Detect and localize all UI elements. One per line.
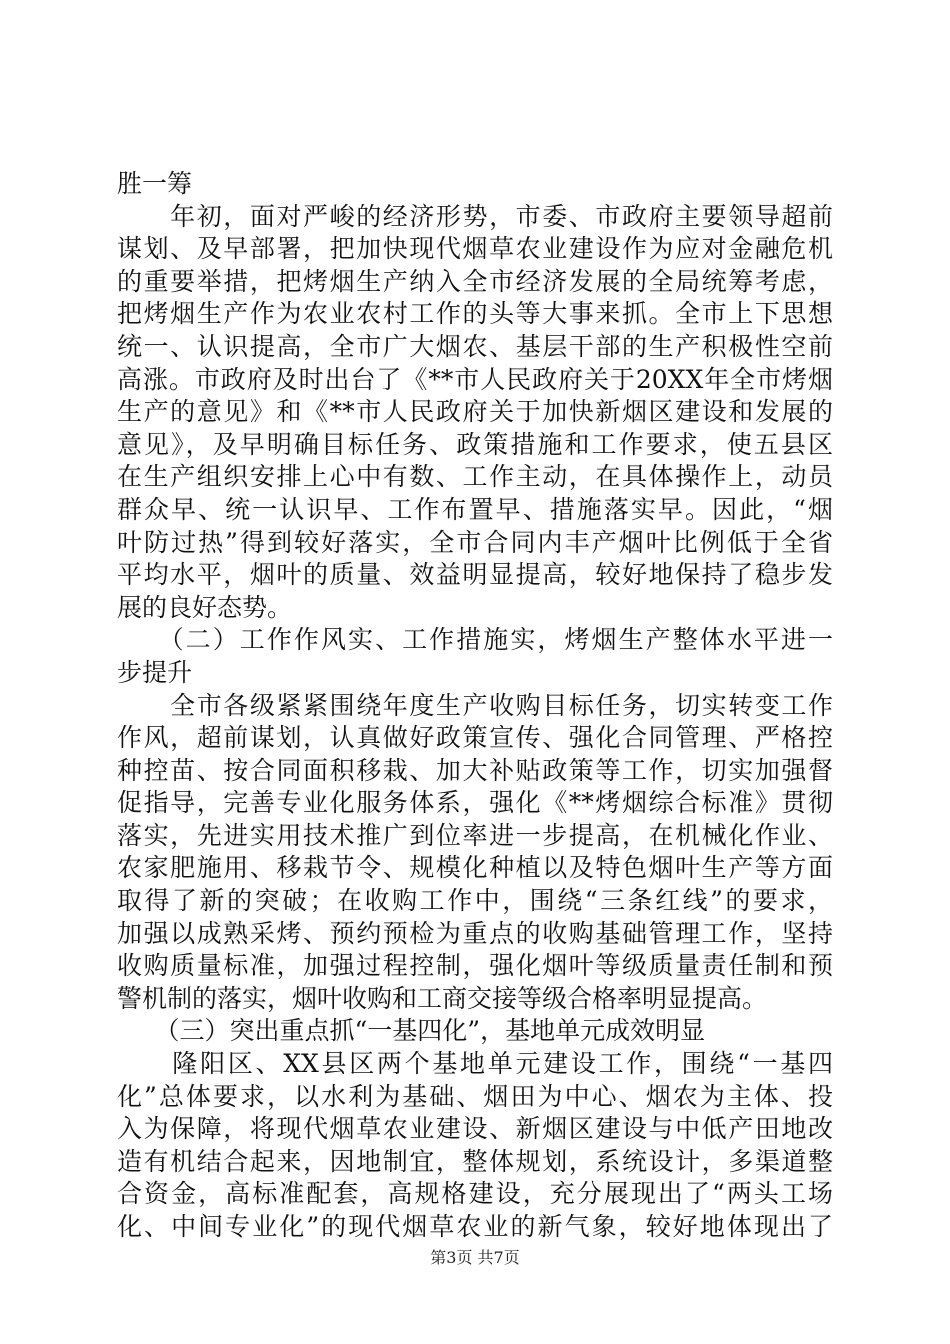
text-line: 隆阳区、XX县区两个基地单元建设工作，围绕“一基四 (117, 1049, 833, 1079)
section-heading: （三）突出重点抓“一基四化”，基地单元成效明显 (117, 1016, 706, 1046)
document-body (117, 168, 833, 1244)
text-line: 种控苗、按合同面积移栽、加大补贴政策等工作，切实加强督 (117, 755, 833, 785)
text-line: 作风，超前谋划，认真做好政策宣传、强化合同管理、严格控 (117, 723, 833, 753)
text-line: 的重要举措，把烤烟生产纳入全市经济发展的全局统筹考虑， (117, 266, 833, 296)
text-line: 加强以成熟采烤、预约预检为重点的收购基础管理工作，坚持 (117, 918, 833, 948)
text-line: 群众早、统一认识早、工作布置早、措施落实早。因此，“烟 (117, 494, 833, 524)
text-line: 叶防过热”得到较好落实，全市合同内丰产烟叶比例低于全省 (117, 527, 833, 557)
text-line: 取得了新的突破；在收购工作中，围绕“三条红线”的要求， (117, 886, 833, 916)
text-line: 展的良好态势。 (117, 592, 293, 622)
text-line: 在生产组织安排上心中有数、工作主动，在具体操作上，动员 (117, 462, 833, 492)
text-line: 把烤烟生产作为农业农村工作的头等大事来抓。全市上下思想 (117, 299, 833, 329)
text-line: 谋划、及早部署，把加快现代烟草农业建设作为应对金融危机 (117, 234, 833, 264)
text-line: 胜一筹 (117, 169, 193, 198)
text-line: 化、中间专业化”的现代烟草农业的新气象，较好地体现出了 (117, 1212, 833, 1241)
text-line: 农家肥施用、移栽节令、规模化种植以及特色烟叶生产等方面 (117, 853, 833, 883)
text-line: 高涨。市政府及时出台了《**市人民政府关于20XX年全市烤烟 (117, 364, 833, 394)
text-line: 警机制的落实，烟叶收购和工商交接等级合格率明显提高。 (117, 983, 768, 1013)
section-heading: 步提升 (117, 657, 193, 687)
text-line: 化”总体要求，以水利为基础、烟田为中心、烟农为主体、投 (117, 1081, 833, 1111)
text-line: 促指导，完善专业化服务体系，强化《**烤烟综合标准》贯彻 (117, 788, 833, 818)
text-line: 收购质量标准，加强过程控制，强化烟叶等级质量责任制和预 (117, 951, 833, 981)
text-line: 生产的意见》和《**市人民政府关于加快新烟区建设和发展的 (117, 397, 833, 427)
text-line: 年初，面对严峻的经济形势，市委、市政府主要领导超前 (117, 201, 833, 231)
text-line: 统一、认识提高，全市广大烟农、基层干部的生产积极性空前 (117, 331, 833, 361)
text-line: 意见》，及早明确目标任务、政策措施和工作要求，使五县区 (117, 429, 833, 459)
section-heading: （二）工作作风实、工作措施实，烤烟生产整体水平进一 (117, 625, 833, 655)
page-footer: 第3页 共7页 (430, 1248, 520, 1267)
text-line: 平均水平，烟叶的质量、效益明显提高，较好地保持了稳步发 (117, 560, 833, 590)
text-line: 入为保障，将现代烟草农业建设、新烟区建设与中低产田地改 (117, 1114, 833, 1144)
text-line: 落实，先进实用技术推广到位率进一步提高，在机械化作业、 (117, 820, 833, 850)
text-line: 造有机结合起来，因地制宜，整体规划，系统设计，多渠道整 (117, 1146, 833, 1176)
text-line: 全市各级紧紧围绕年度生产收购目标任务，切实转变工作 (117, 690, 833, 720)
text-line: 合资金，高标准配套，高规格建设，充分展现出了“两头工场 (117, 1179, 833, 1209)
